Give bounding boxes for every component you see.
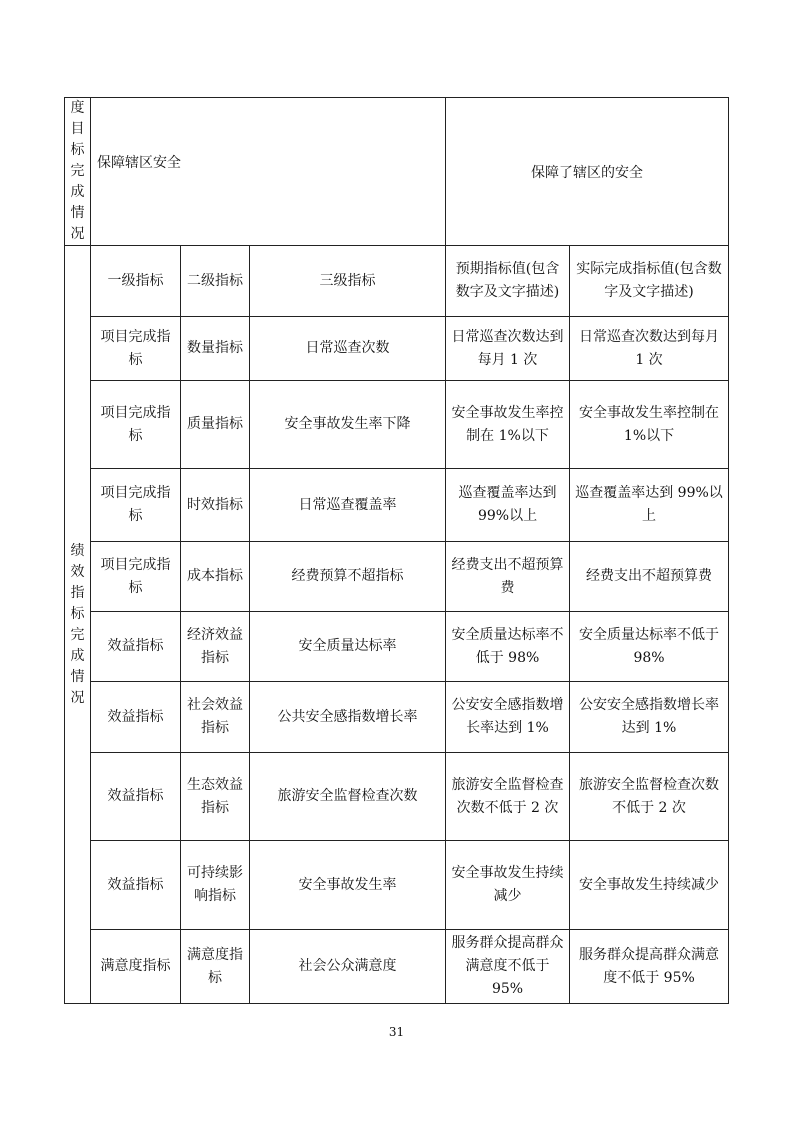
cell-level1: 效益指标	[91, 753, 181, 841]
header-row	[65, 246, 729, 317]
cell-level2: 成本指标	[181, 542, 250, 612]
cell-level1: 项目完成指标	[91, 469, 181, 542]
table-row	[65, 753, 729, 841]
cell-level2: 经济效益指标	[181, 612, 250, 682]
cell-level1: 效益指标	[91, 682, 181, 753]
cell-level3: 公共安全感指数增长率	[250, 682, 446, 753]
cell-expected: 安全事故发生率控制在 1%以下	[446, 381, 570, 469]
cell-level2: 可持续影响指标	[181, 841, 250, 930]
cell-expected: 日常巡查次数达到每月 1 次	[446, 317, 570, 381]
performance-table	[64, 97, 729, 1004]
cell-level2: 质量指标	[181, 381, 250, 469]
table-row	[65, 469, 729, 542]
cell-actual: 服务群众提高群众满意度不低于 95%	[570, 930, 729, 1004]
cell-actual: 安全质量达标率不低于 98%	[570, 612, 729, 682]
cell-level1: 项目完成指标	[91, 317, 181, 381]
goal-row	[65, 98, 729, 246]
goal-label: 度目标完成情况	[65, 98, 91, 246]
cell-level3: 日常巡查覆盖率	[250, 469, 446, 542]
header-expected: 预期指标值(包含数字及文字描述)	[446, 246, 570, 317]
cell-expected: 服务群众提高群众满意度不低于 95%	[446, 930, 570, 1004]
table-row	[65, 381, 729, 469]
goal-actual: 保障了辖区的安全	[446, 98, 729, 246]
cell-level3: 安全质量达标率	[250, 612, 446, 682]
cell-expected: 公安安全感指数增长率达到 1%	[446, 682, 570, 753]
cell-actual: 经费支出不超预算费	[570, 542, 729, 612]
goal-expected: 保障辖区安全	[91, 98, 446, 246]
cell-level3: 社会公众满意度	[250, 930, 446, 1004]
header-level3: 三级指标	[250, 246, 446, 317]
cell-actual: 巡查覆盖率达到 99%以上	[570, 469, 729, 542]
table-row	[65, 930, 729, 1004]
cell-expected: 经费支出不超预算费	[446, 542, 570, 612]
cell-actual: 旅游安全监督检查次数不低于 2 次	[570, 753, 729, 841]
header-actual: 实际完成指标值(包含数字及文字描述)	[570, 246, 729, 317]
cell-actual: 安全事故发生率控制在 1%以下	[570, 381, 729, 469]
cell-level3: 安全事故发生率	[250, 841, 446, 930]
cell-level2: 数量指标	[181, 317, 250, 381]
cell-level1: 效益指标	[91, 612, 181, 682]
cell-level2: 社会效益指标	[181, 682, 250, 753]
cell-level1: 项目完成指标	[91, 381, 181, 469]
cell-level2: 满意度指标	[181, 930, 250, 1004]
table-row	[65, 841, 729, 930]
cell-expected: 安全质量达标率不低于 98%	[446, 612, 570, 682]
cell-level3: 旅游安全监督检查次数	[250, 753, 446, 841]
cell-level2: 生态效益指标	[181, 753, 250, 841]
performance-label: 绩效指标完成情况	[65, 246, 91, 1004]
table-row	[65, 612, 729, 682]
cell-actual: 安全事故发生持续减少	[570, 841, 729, 930]
header-level1: 一级指标	[91, 246, 181, 317]
table-row	[65, 317, 729, 381]
cell-actual: 日常巡查次数达到每月 1 次	[570, 317, 729, 381]
cell-expected: 旅游安全监督检查次数不低于 2 次	[446, 753, 570, 841]
cell-actual: 公安安全感指数增长率达到 1%	[570, 682, 729, 753]
table-row	[65, 542, 729, 612]
cell-level1: 满意度指标	[91, 930, 181, 1004]
cell-level2: 时效指标	[181, 469, 250, 542]
table-row	[65, 682, 729, 753]
cell-level3: 日常巡查次数	[250, 317, 446, 381]
header-level2: 二级指标	[181, 246, 250, 317]
cell-expected: 巡查覆盖率达到 99%以上	[446, 469, 570, 542]
cell-level3: 安全事故发生率下降	[250, 381, 446, 469]
cell-expected: 安全事故发生持续减少	[446, 841, 570, 930]
cell-level1: 效益指标	[91, 841, 181, 930]
page-number: 31	[388, 1025, 405, 1039]
cell-level3: 经费预算不超指标	[250, 542, 446, 612]
cell-level1: 项目完成指标	[91, 542, 181, 612]
